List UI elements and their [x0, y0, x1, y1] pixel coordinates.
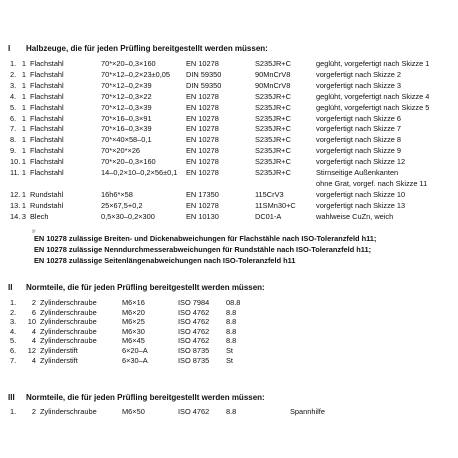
row-quantity: 3	[21, 211, 26, 221]
row-position: 14.	[10, 211, 21, 221]
row-dimension: M6×30	[122, 326, 145, 336]
row-material: S235JR+C	[255, 91, 291, 101]
row-name: Flachstahl	[30, 168, 64, 177]
row-dimension: 70*×16–0,3×39	[101, 124, 152, 134]
row-standard: EN 10278	[186, 135, 219, 145]
section-2-number: II	[8, 283, 13, 292]
footnote-line-1: EN 10278 zulässige Breiten- und Dickenabweichungen für Flachstähle nach ISO-Toleranzfeld h11;	[34, 234, 377, 243]
row-position: 7.	[10, 124, 17, 134]
section-3-title: Normteile, die für jeden Prüfling bereitgestellt werden müssen:	[26, 393, 265, 402]
row-note: Stirnseitige Außenkanten	[316, 168, 399, 177]
row-dimension: M6×25	[122, 317, 145, 327]
row-quantity: 2	[31, 407, 36, 416]
row-name: Flachstahl	[30, 69, 64, 79]
row-note: Spannhilfe	[290, 407, 325, 416]
row-name: Blech	[30, 211, 49, 221]
row-name: Zylinderstift	[40, 355, 78, 365]
row-material: St	[226, 346, 233, 355]
row-position: 1.	[10, 298, 17, 307]
row-standard: ISO 8735	[178, 355, 210, 365]
row-quantity: 1	[21, 157, 26, 167]
row-quantity: 1	[21, 91, 26, 101]
row-position: 2.	[10, 69, 17, 79]
row-dimension: 70*×12–0,3×39	[101, 102, 152, 112]
row-quantity: 10	[27, 317, 36, 327]
row-dimension: 70*×20*×26	[101, 146, 141, 156]
row-standard: EN 10278	[186, 200, 219, 210]
row-name: Flachstahl	[30, 113, 64, 123]
row-name: Rundstahl	[30, 200, 64, 210]
row-note: ohne Grat, vorgef. nach Skizze 11	[316, 178, 428, 188]
row-material: St	[226, 355, 233, 365]
row-dimension: M6×20	[122, 307, 145, 317]
row-standard: ISO 4762	[178, 336, 210, 346]
row-quantity: 1	[21, 200, 26, 210]
row-position: 4.	[10, 326, 17, 336]
row-quantity: 2	[31, 298, 36, 307]
row-position: 6.	[10, 346, 17, 355]
row-standard: ISO 8735	[178, 346, 210, 355]
row-position: 13.	[10, 200, 21, 210]
row-note: geglüht, vorgefertigt nach Skizze 5	[316, 102, 430, 112]
row-name: Rundstahl	[30, 189, 64, 199]
row-material: S235JR+C	[255, 157, 291, 167]
row-material: 90MnCrV8	[255, 80, 291, 90]
row-name: Flachstahl	[30, 146, 64, 156]
row-note: vorgefertigt nach Skizze 8	[316, 135, 402, 145]
row-material: 08.8	[226, 298, 241, 307]
row-quantity: 1	[21, 168, 26, 177]
row-note: vorgefertigt nach Skizze 6	[316, 113, 402, 123]
row-name: Flachstahl	[30, 135, 64, 145]
row-material: 90MnCrV8	[255, 69, 291, 79]
row-name: Zylinderschraube	[40, 407, 97, 416]
row-dimension: 70*×12–0,3×22	[101, 91, 152, 101]
row-standard: EN 10278	[186, 102, 219, 112]
row-position: 7.	[10, 355, 17, 365]
row-material: 8.8	[226, 407, 237, 416]
row-dimension: 70*×20–0,3×160	[101, 157, 156, 167]
row-note: geglüht, vorgefertigt nach Skizze 4	[316, 91, 430, 101]
row-dimension: 14–0,2×10–0,2×56±0,1	[101, 168, 178, 177]
row-material: S235JR+C	[255, 59, 291, 68]
row-dimension: 0,5×30–0,2×300	[101, 211, 155, 221]
row-name: Flachstahl	[30, 59, 64, 68]
row-material: S235JR+C	[255, 135, 291, 145]
row-standard: EN 10278	[186, 113, 219, 123]
section-2-title: Normteile, die für jeden Prüfling bereitgestellt werden müssen:	[26, 283, 265, 292]
row-note: vorgefertigt nach Skizze 9	[316, 146, 402, 156]
row-standard: EN 17350	[186, 189, 219, 199]
row-position: 2.	[10, 307, 17, 317]
row-standard: EN 10278	[186, 146, 219, 156]
row-standard: DIN 59350	[186, 69, 222, 79]
row-quantity: 1	[21, 59, 26, 68]
row-dimension: 16h6*×58	[101, 189, 133, 199]
row-material: 8.8	[226, 336, 237, 346]
row-position: 11.	[10, 168, 20, 177]
row-name: Flachstahl	[30, 91, 64, 101]
row-note: wahlweise CuZn, weich	[316, 211, 394, 221]
row-position: 12.	[10, 189, 21, 199]
row-standard: EN 10278	[186, 157, 219, 167]
section-3-number: III	[8, 393, 15, 402]
footnote-line-2: EN 10278 zulässige Nenndurchmesserabweichungen für Rundstähle nach ISO-Toleranzfeld h11;	[34, 245, 372, 254]
row-material: 8.8	[226, 326, 237, 336]
row-material: S235JR+C	[255, 113, 291, 123]
row-standard: EN 10278	[186, 59, 219, 68]
row-name: Zylinderschraube	[40, 298, 97, 307]
section-1-title: Halbzeuge, die für jeden Prüfling bereitgestellt werden müssen:	[26, 44, 268, 53]
row-standard: EN 10130	[186, 211, 219, 221]
row-note: vorgefertigt nach Skizze 2	[316, 69, 402, 79]
row-position: 3.	[10, 80, 17, 90]
row-dimension: M6×45	[122, 336, 145, 346]
row-dimension: 70*×12–0,2×23±0,05	[101, 69, 170, 79]
row-quantity: 1	[21, 135, 26, 145]
footnote-line-3: EN 10278 zulässige Seitenlängenabweichungen nach ISO-Toleranzfeld h11	[34, 256, 296, 265]
row-dimension: M6×50	[122, 407, 145, 416]
row-standard: EN 10278	[186, 91, 219, 101]
row-material: S235JR+C	[255, 102, 291, 112]
row-material: DC01-A	[255, 211, 282, 221]
row-name: Flachstahl	[30, 157, 64, 167]
row-dimension: M6×16	[122, 298, 145, 307]
row-material: 8.8	[226, 317, 237, 327]
row-note: vorgefertigt nach Skizze 10	[316, 189, 406, 199]
row-name: Flachstahl	[30, 80, 64, 90]
row-standard: ISO 7984	[178, 298, 210, 307]
row-quantity: 6	[31, 307, 36, 317]
row-dimension: 6×30–A	[122, 355, 148, 365]
row-quantity: 4	[31, 355, 36, 365]
row-note: vorgefertigt nach Skizze 3	[316, 80, 402, 90]
row-standard: DIN 59350	[186, 80, 222, 90]
row-position: 3.	[10, 317, 17, 327]
row-position: 9.	[10, 146, 17, 156]
row-dimension: 6×20–A	[122, 346, 148, 355]
row-dimension: 25×67,5+0,2	[101, 200, 143, 210]
row-standard: EN 10278	[186, 124, 219, 134]
row-quantity: 1	[21, 189, 26, 199]
row-position: 4.	[10, 91, 17, 101]
row-dimension: 70*×20–0,3×160	[101, 59, 156, 68]
row-name: Flachstahl	[30, 124, 64, 134]
row-standard: EN 10278	[186, 168, 219, 177]
row-name: Zylinderschraube	[40, 326, 97, 336]
row-note: geglüht, vorgefertigt nach Skizze 1	[316, 59, 430, 68]
row-standard: ISO 4762	[178, 407, 210, 416]
row-quantity: 4	[31, 326, 36, 336]
row-dimension: 70*×16–0,3×91	[101, 113, 152, 123]
row-quantity: 1	[21, 113, 26, 123]
footnote-mark: ¹⁾	[32, 230, 36, 236]
row-name: Zylinderschraube	[40, 336, 97, 346]
row-material: 8.8	[226, 307, 237, 317]
section-1-number: I	[8, 44, 11, 53]
row-standard: ISO 4762	[178, 317, 210, 327]
row-note: vorgefertigt nach Skizze 13	[316, 200, 406, 210]
row-quantity: 1	[21, 80, 26, 90]
row-position: 5.	[10, 102, 17, 112]
row-note: vorgefertigt nach Skizze 7	[316, 124, 402, 134]
row-material: 11SMn30+C	[255, 200, 296, 210]
row-quantity: 12	[27, 346, 36, 355]
row-material: S235JR+C	[255, 146, 291, 156]
row-dimension: 70*×40×58–0,1	[101, 135, 152, 145]
row-quantity: 1	[21, 69, 26, 79]
row-quantity: 1	[21, 102, 26, 112]
row-position: 8.	[10, 135, 17, 145]
row-position: 6.	[10, 113, 17, 123]
row-standard: ISO 4762	[178, 326, 210, 336]
row-name: Zylinderschraube	[40, 317, 97, 327]
row-position: 10.	[10, 157, 21, 167]
row-position: 1.	[10, 407, 17, 416]
row-quantity: 1	[21, 146, 26, 156]
row-quantity: 4	[31, 336, 36, 346]
row-quantity: 1	[21, 124, 26, 134]
row-note: vorgefertigt nach Skizze 12	[316, 157, 406, 167]
row-material: 115CrV3	[255, 189, 284, 199]
row-name: Zylinderschraube	[40, 307, 97, 317]
row-name: Zylinderstift	[40, 346, 78, 355]
row-standard: ISO 4762	[178, 307, 210, 317]
row-position: 1.	[10, 59, 17, 68]
row-dimension: 70*×12–0,2×39	[101, 80, 152, 90]
row-position: 5.	[10, 336, 17, 346]
row-material: S235JR+C	[255, 168, 291, 177]
row-name: Flachstahl	[30, 102, 64, 112]
row-material: S235JR+C	[255, 124, 291, 134]
